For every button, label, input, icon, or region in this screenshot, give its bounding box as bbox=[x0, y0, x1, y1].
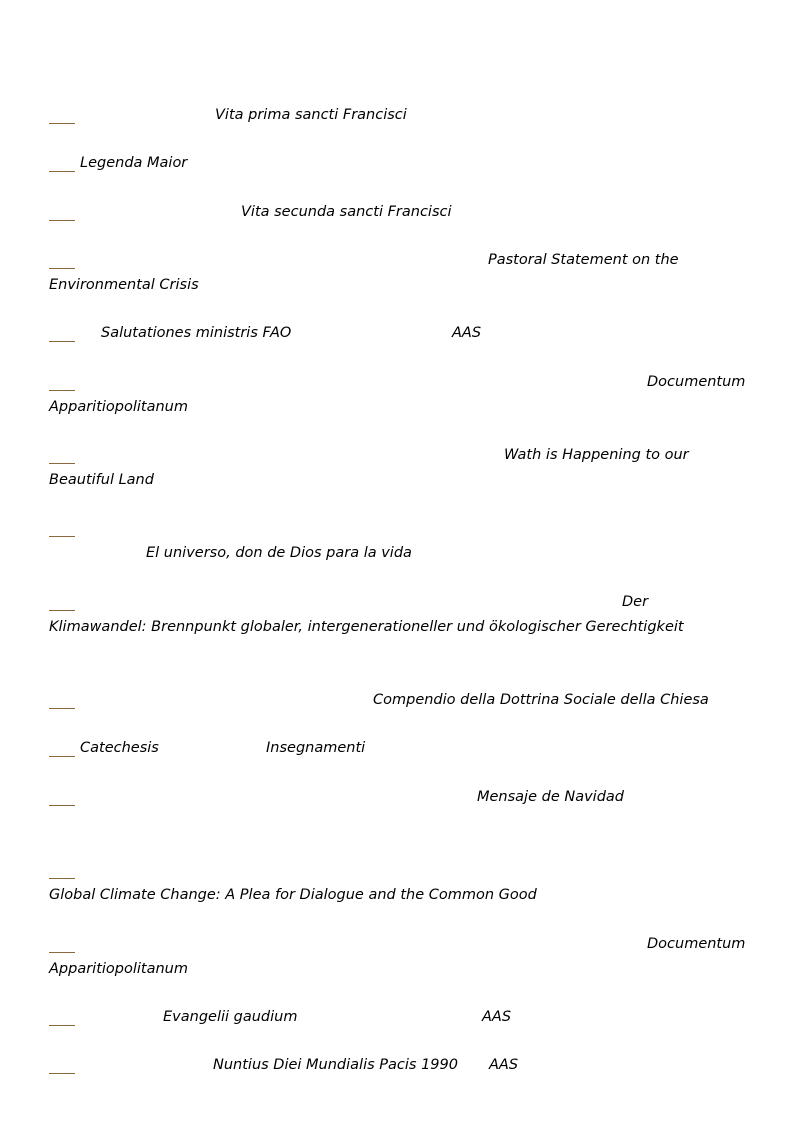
footnote-entry bbox=[49, 516, 749, 541]
work-title-continued: Beautiful Land bbox=[49, 472, 154, 488]
footnote-entry bbox=[49, 590, 749, 615]
footnote-entry bbox=[49, 1005, 749, 1030]
work-title-continued: Environmental Crisis bbox=[49, 277, 199, 293]
work-title: Vita prima sancti Francisci bbox=[215, 107, 407, 123]
work-title: Pastoral Statement on the bbox=[488, 252, 679, 268]
work-title: Catechesis bbox=[80, 740, 159, 756]
work-title: Compendio della Dottrina Sociale della Chiesa bbox=[373, 692, 709, 708]
footnote-entry bbox=[49, 103, 749, 128]
footnote-rule bbox=[49, 952, 75, 953]
footnote-entry bbox=[49, 151, 749, 176]
footnote-rule bbox=[49, 610, 75, 611]
footnote-rule bbox=[49, 878, 75, 879]
footnote-entry bbox=[49, 858, 749, 883]
work-title: El universo, don de Dios para la vida bbox=[146, 545, 412, 561]
footnote-entry bbox=[49, 200, 749, 225]
footnote-rule bbox=[49, 536, 75, 537]
work-title: Mensaje de Navidad bbox=[477, 789, 624, 805]
footnote-continuation bbox=[49, 615, 749, 640]
work-title: Evangelii gaudium bbox=[163, 1009, 298, 1025]
footnote-rule bbox=[49, 268, 75, 269]
work-title: Global Climate Change: A Plea for Dialogue and the Common Good bbox=[49, 887, 537, 903]
work-title: Salutationes ministris FAO bbox=[101, 325, 292, 341]
footnote-continuation bbox=[49, 395, 749, 420]
footnote-continuation bbox=[49, 273, 749, 298]
journal-abbrev: AAS bbox=[452, 325, 482, 341]
journal-abbrev: AAS bbox=[482, 1009, 512, 1025]
footnote-rule bbox=[49, 390, 75, 391]
work-title: Wath is Happening to our bbox=[504, 447, 689, 463]
footnote-entry bbox=[49, 248, 749, 273]
footnote-rule bbox=[49, 756, 75, 757]
footnote-entry bbox=[49, 1053, 749, 1078]
footnote-rule bbox=[49, 805, 75, 806]
work-title-continued: Apparitiopolitanum bbox=[49, 399, 188, 415]
footnote-continuation bbox=[49, 468, 749, 493]
footnote-rule bbox=[49, 171, 75, 172]
series-title: Insegnamenti bbox=[266, 740, 366, 756]
footnote-entry bbox=[49, 932, 749, 957]
footnote-continuation bbox=[49, 957, 749, 982]
work-title: Vita secunda sancti Francisci bbox=[241, 204, 452, 220]
work-title: Documentum bbox=[647, 936, 746, 952]
footnote-entry bbox=[49, 688, 749, 713]
journal-abbrev: AAS bbox=[489, 1057, 519, 1073]
footnote-continuation bbox=[49, 883, 749, 908]
footnote-entry bbox=[49, 736, 749, 761]
work-title: Documentum bbox=[647, 374, 746, 390]
footnote-rule bbox=[49, 1073, 75, 1074]
footnote-rule bbox=[49, 123, 75, 124]
work-title: Der bbox=[622, 594, 649, 610]
footnote-entry bbox=[49, 370, 749, 395]
footnote-rule bbox=[49, 220, 75, 221]
footnote-rule bbox=[49, 1025, 75, 1026]
work-title: Legenda Maior bbox=[80, 155, 188, 171]
footnote-entry bbox=[49, 785, 749, 810]
footnote-rule bbox=[49, 708, 75, 709]
work-title-continued: Klimawandel: Brennpunkt globaler, intergenerationeller und ökologischer Gerechtigkeit bbox=[49, 619, 684, 635]
work-title: Nuntius Diei Mundialis Pacis 1990 bbox=[213, 1057, 458, 1073]
footnote-entry bbox=[49, 321, 749, 346]
footnote-rule bbox=[49, 463, 75, 464]
footnote-rule bbox=[49, 341, 75, 342]
footnote-entry bbox=[49, 443, 749, 468]
work-title-continued: Apparitiopolitanum bbox=[49, 961, 188, 977]
